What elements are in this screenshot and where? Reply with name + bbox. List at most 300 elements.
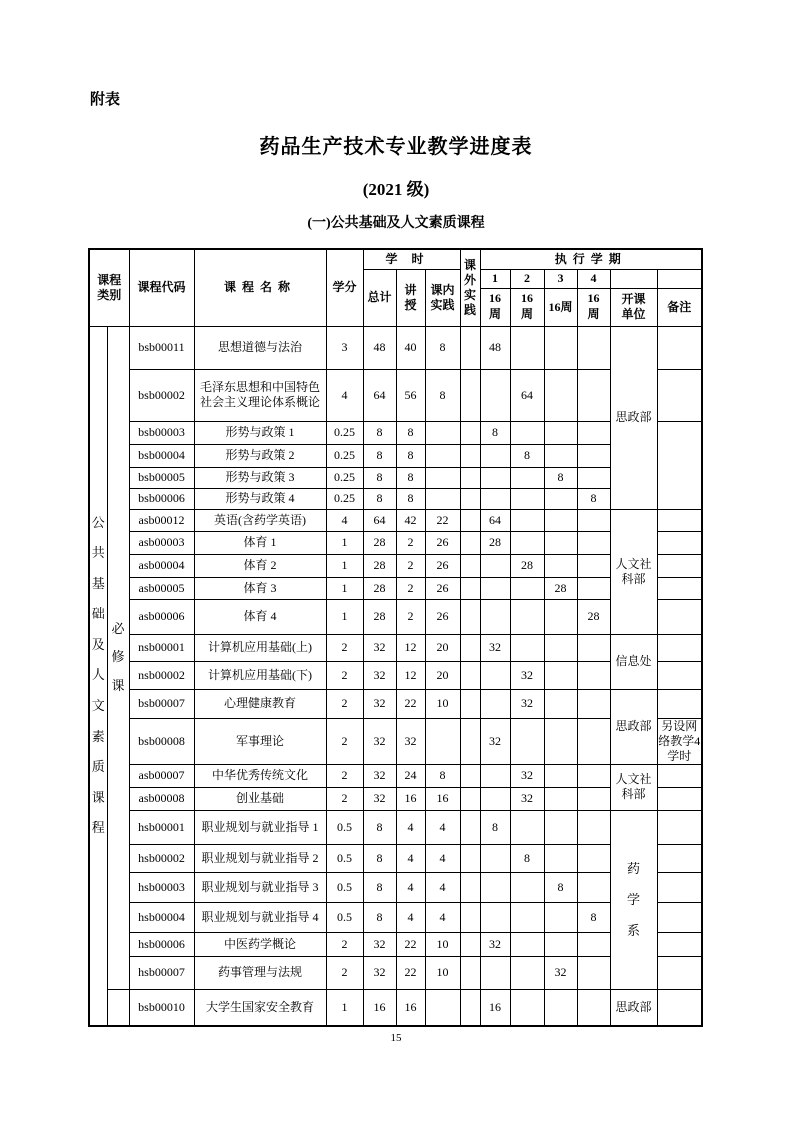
header-hours-inclass-label: 课内实践 <box>430 282 455 312</box>
header-semester-3: 3 <box>544 269 577 288</box>
header-course-category-label: 课程类别 <box>97 272 122 302</box>
cell-unit: 人文社科部 <box>610 764 657 810</box>
cell-sem2 <box>510 326 544 369</box>
cell-sem1 <box>480 444 510 467</box>
header-extracurricular-label: 课外实践 <box>463 257 476 317</box>
cell-sem2: 64 <box>510 369 544 421</box>
cell-sem1: 64 <box>480 509 510 531</box>
cell-sem2 <box>510 989 544 1026</box>
cell-hours-extra <box>460 989 480 1026</box>
cell-credits: 0.25 <box>326 421 363 444</box>
cell-hours-total: 32 <box>363 764 396 787</box>
cell-course-type <box>107 326 129 989</box>
cell-course-code: asb00006 <box>129 599 194 634</box>
cell-remark <box>657 764 702 787</box>
cell-sem1 <box>480 554 510 577</box>
cell-sem3 <box>544 810 577 844</box>
cell-credits: 1 <box>326 531 363 554</box>
cell-sem4 <box>577 810 610 844</box>
header-weeks-1-label: 16周 <box>488 291 501 321</box>
cell-remark <box>657 810 702 844</box>
cell-course-name: 体育 4 <box>194 599 326 634</box>
cell-sem2 <box>510 599 544 634</box>
cell-hours-total: 28 <box>363 599 396 634</box>
cell-hours-total: 32 <box>363 634 396 661</box>
cell-course-code: nsb00002 <box>129 661 194 689</box>
cell-remark <box>657 872 702 902</box>
table-row <box>89 634 702 661</box>
cell-course-code: nsb00001 <box>129 634 194 661</box>
cell-sem4 <box>577 634 610 661</box>
cell-course-code: bsb00005 <box>129 467 194 488</box>
cell-sem3 <box>544 531 577 554</box>
cell-hours-extra <box>460 599 480 634</box>
cell-hours-total: 8 <box>363 810 396 844</box>
header-semesters: 执行学期 <box>480 249 702 269</box>
cell-hours-lecture: 2 <box>396 531 425 554</box>
cell-course-code: bsb00003 <box>129 421 194 444</box>
cell-remark <box>657 369 702 421</box>
cell-credits: 2 <box>326 634 363 661</box>
cell-sem3 <box>544 369 577 421</box>
cell-hours-inclass <box>425 421 460 444</box>
cell-credits: 0.25 <box>326 444 363 467</box>
cell-sem4 <box>577 661 610 689</box>
cell-sem3 <box>544 689 577 718</box>
cell-remark <box>657 326 702 369</box>
cell-hours-inclass: 26 <box>425 531 460 554</box>
cell-hours-inclass: 20 <box>425 661 460 689</box>
cell-credits: 1 <box>326 989 363 1026</box>
cell-sem4 <box>577 531 610 554</box>
cell-sem1 <box>480 577 510 599</box>
cell-sem1 <box>480 764 510 787</box>
cell-sem2: 28 <box>510 554 544 577</box>
cell-hours-lecture: 2 <box>396 554 425 577</box>
cell-course-code: hsb00003 <box>129 872 194 902</box>
cell-sem4 <box>577 369 610 421</box>
cell-hours-inclass: 22 <box>425 509 460 531</box>
cell-course-name: 形势与政策 4 <box>194 488 326 509</box>
cell-hours-extra <box>460 467 480 488</box>
cell-sem3 <box>544 932 577 956</box>
cell-course-code: asb00012 <box>129 509 194 531</box>
cell-credits: 0.5 <box>326 810 363 844</box>
cell-hours-lecture: 4 <box>396 902 425 932</box>
cell-credits: 0.5 <box>326 844 363 872</box>
cell-hours-inclass <box>425 488 460 509</box>
category-vertical-label: 公共基础及人文素质课程 <box>91 514 105 836</box>
cell-course-name: 中华优秀传统文化 <box>194 764 326 787</box>
cell-hours-total: 16 <box>363 989 396 1026</box>
cell-sem2: 8 <box>510 844 544 872</box>
cell-hours-lecture: 22 <box>396 932 425 956</box>
cell-hours-total: 8 <box>363 467 396 488</box>
cell-sem3 <box>544 844 577 872</box>
cell-credits: 0.5 <box>326 902 363 932</box>
cell-remark <box>657 902 702 932</box>
cell-sem2 <box>510 902 544 932</box>
cell-hours-extra <box>460 326 480 369</box>
cell-sem1 <box>480 872 510 902</box>
section-heading: (一)公共基础及人文素质课程 <box>307 216 485 231</box>
cell-sem2 <box>510 718 544 764</box>
cell-course-code: asb00004 <box>129 554 194 577</box>
cell-sem2 <box>510 956 544 989</box>
header-semester-blank-1 <box>610 269 657 288</box>
grade-subtitle: (2021 级) <box>362 180 430 199</box>
cell-remark <box>657 932 702 956</box>
cell-sem3 <box>544 634 577 661</box>
cell-sem1: 8 <box>480 421 510 444</box>
cell-hours-total: 32 <box>363 661 396 689</box>
cell-hours-extra <box>460 787 480 810</box>
cell-sem4: 28 <box>577 599 610 634</box>
header-weeks-4-label: 16周 <box>587 291 600 321</box>
cell-sem4 <box>577 764 610 787</box>
header-semester-1: 1 <box>480 269 510 288</box>
cell-hours-extra <box>460 844 480 872</box>
cell-hours-inclass <box>425 718 460 764</box>
cell-hours-inclass: 4 <box>425 902 460 932</box>
cell-credits: 0.25 <box>326 488 363 509</box>
cell-hours-total: 32 <box>363 932 396 956</box>
cell-hours-total: 64 <box>363 369 396 421</box>
header-course-name: 课程名称 <box>194 249 326 326</box>
cell-sem2 <box>510 467 544 488</box>
unit-vertical-label: 药学系 <box>626 860 640 939</box>
cell-sem2 <box>510 872 544 902</box>
cell-sem4 <box>577 444 610 467</box>
cell-hours-lecture: 8 <box>396 421 425 444</box>
cell-hours-extra <box>460 872 480 902</box>
cell-credits: 0.5 <box>326 872 363 902</box>
header-hours: 学时 <box>363 249 460 269</box>
cell-hours-extra <box>460 421 480 444</box>
cell-hours-inclass: 4 <box>425 872 460 902</box>
cell-remark: 另设网络教学4 学时 <box>658 718 701 763</box>
cell-credits: 4 <box>326 369 363 421</box>
cell-sem3: 32 <box>544 956 577 989</box>
header-credits: 学分 <box>326 249 363 326</box>
cell-hours-lecture: 32 <box>396 718 425 764</box>
cell-hours-inclass: 20 <box>425 634 460 661</box>
cell-sem4 <box>577 718 610 764</box>
cell-hours-total: 64 <box>363 509 396 531</box>
header-semester-blank-2 <box>657 269 702 288</box>
cell-sem3 <box>544 661 577 689</box>
cell-course-name: 体育 2 <box>194 554 326 577</box>
cell-hours-inclass <box>425 467 460 488</box>
cell-course-name: 职业规划与就业指导 4 <box>194 902 326 932</box>
cell-sem2 <box>510 531 544 554</box>
cell-hours-inclass: 8 <box>425 369 460 421</box>
cell-hours-total: 32 <box>363 787 396 810</box>
cell-sem4 <box>577 326 610 369</box>
cell-course-code: bsb00010 <box>129 989 194 1026</box>
cell-sem1 <box>480 689 510 718</box>
cell-hours-total: 32 <box>363 689 396 718</box>
cell-sem3 <box>544 326 577 369</box>
cell-hours-lecture: 4 <box>396 810 425 844</box>
course-type-vertical-label: 必修课 <box>111 620 125 693</box>
cell-hours-extra <box>460 531 480 554</box>
cell-sem1 <box>480 844 510 872</box>
cell-course-name: 形势与政策 1 <box>194 421 326 444</box>
cell-sem1 <box>480 787 510 810</box>
header-course-category <box>89 249 129 326</box>
cell-sem1: 28 <box>480 531 510 554</box>
cell-sem1: 8 <box>480 810 510 844</box>
cell-sem2 <box>510 488 544 509</box>
cell-sem3 <box>544 787 577 810</box>
cell-hours-extra <box>460 509 480 531</box>
cell-sem2 <box>510 421 544 444</box>
header-weeks-3: 16周 <box>544 288 577 326</box>
cell-credits: 2 <box>326 764 363 787</box>
cell-sem1 <box>480 956 510 989</box>
cell-sem2: 32 <box>510 661 544 689</box>
cell-hours-total: 8 <box>363 872 396 902</box>
cell-hours-total: 8 <box>363 844 396 872</box>
cell-hours-extra <box>460 554 480 577</box>
table-row <box>89 810 702 844</box>
cell-hours-lecture: 4 <box>396 844 425 872</box>
cell-hours-lecture: 56 <box>396 369 425 421</box>
cell-credits: 2 <box>326 718 363 764</box>
cell-unit: 人文社科部 <box>610 509 657 634</box>
header-hours-total: 总计 <box>363 269 396 326</box>
cell-sem2: 32 <box>510 787 544 810</box>
cell-hours-inclass: 26 <box>425 599 460 634</box>
header-extracurricular <box>460 249 480 326</box>
cell-course-name: 职业规划与就业指导 2 <box>194 844 326 872</box>
cell-course-code: hsb00004 <box>129 902 194 932</box>
cell-sem1 <box>480 467 510 488</box>
cell-sem3 <box>544 989 577 1026</box>
cell-hours-extra <box>460 369 480 421</box>
cell-remark <box>657 787 702 810</box>
cell-sem3 <box>544 488 577 509</box>
header-weeks-1 <box>480 288 510 326</box>
cell-sem4: 8 <box>577 902 610 932</box>
cell-course-name: 心理健康教育 <box>194 689 326 718</box>
cell-hours-inclass: 16 <box>425 787 460 810</box>
cell-remark <box>657 531 702 554</box>
cell-course-code: asb00005 <box>129 577 194 599</box>
cell-course-code: hsb00001 <box>129 810 194 844</box>
cell-sem4 <box>577 844 610 872</box>
cell-hours-total: 8 <box>363 488 396 509</box>
cell-hours-inclass: 26 <box>425 554 460 577</box>
cell-course-code: asb00007 <box>129 764 194 787</box>
cell-remark <box>657 421 702 509</box>
cell-hours-extra <box>460 689 480 718</box>
cell-hours-lecture: 42 <box>396 509 425 531</box>
cell-remark <box>657 634 702 661</box>
cell-hours-lecture: 12 <box>396 634 425 661</box>
cell-category <box>89 326 107 1026</box>
cell-course-code: bsb00002 <box>129 369 194 421</box>
cell-credits: 2 <box>326 689 363 718</box>
cell-sem2: 8 <box>510 444 544 467</box>
cell-sem4 <box>577 554 610 577</box>
cell-remark <box>657 689 702 718</box>
header-remark: 备注 <box>657 288 702 326</box>
cell-hours-lecture: 2 <box>396 577 425 599</box>
cell-credits: 2 <box>326 956 363 989</box>
cell-hours-lecture: 24 <box>396 764 425 787</box>
cell-sem3: 8 <box>544 467 577 488</box>
cell-course-name: 英语(含药学英语) <box>194 509 326 531</box>
cell-sem1 <box>480 488 510 509</box>
cell-sem1 <box>480 661 510 689</box>
cell-sem4 <box>577 956 610 989</box>
cell-hours-inclass <box>425 444 460 467</box>
cell-hours-extra <box>460 577 480 599</box>
cell-sem4 <box>577 577 610 599</box>
cell-hours-extra <box>460 634 480 661</box>
header-unit-label: 开课单位 <box>621 292 646 321</box>
cell-hours-inclass: 10 <box>425 932 460 956</box>
cell-sem4 <box>577 787 610 810</box>
cell-hours-lecture: 8 <box>396 444 425 467</box>
cell-credits: 1 <box>326 577 363 599</box>
cell-sem2: 32 <box>510 764 544 787</box>
cell-unit <box>610 810 657 989</box>
cell-hours-total: 28 <box>363 554 396 577</box>
cell-course-name: 创业基础 <box>194 787 326 810</box>
cell-course-name: 毛泽东思想和中国特色社会主义理论体系概论 <box>194 369 326 421</box>
cell-course-name: 形势与政策 3 <box>194 467 326 488</box>
cell-unit: 思政部 <box>610 989 657 1026</box>
cell-sem3 <box>544 554 577 577</box>
cell-hours-extra <box>460 764 480 787</box>
cell-credits: 2 <box>326 661 363 689</box>
cell-sem2 <box>510 509 544 531</box>
cell-sem3 <box>544 509 577 531</box>
cell-course-type-empty <box>107 989 129 1026</box>
cell-hours-total: 28 <box>363 531 396 554</box>
cell-hours-inclass: 8 <box>425 764 460 787</box>
table-row <box>89 989 702 1026</box>
cell-credits: 0.25 <box>326 467 363 488</box>
cell-course-name: 体育 1 <box>194 531 326 554</box>
cell-course-name: 军事理论 <box>194 718 326 764</box>
cell-hours-inclass: 10 <box>425 689 460 718</box>
cell-course-code: asb00003 <box>129 531 194 554</box>
cell-credits: 1 <box>326 554 363 577</box>
cell-hours-extra <box>460 488 480 509</box>
table-row <box>89 764 702 787</box>
cell-hours-lecture: 22 <box>396 689 425 718</box>
cell-sem2 <box>510 577 544 599</box>
cell-sem4: 8 <box>577 488 610 509</box>
cell-sem4 <box>577 689 610 718</box>
cell-sem3: 28 <box>544 577 577 599</box>
cell-unit: 思政部 <box>610 326 657 509</box>
cell-course-code: bsb00011 <box>129 326 194 369</box>
cell-hours-inclass: 4 <box>425 810 460 844</box>
cell-hours-lecture: 8 <box>396 488 425 509</box>
cell-course-name: 职业规划与就业指导 1 <box>194 810 326 844</box>
cell-sem1: 16 <box>480 989 510 1026</box>
cell-credits: 2 <box>326 932 363 956</box>
cell-sem2 <box>510 932 544 956</box>
cell-credits: 4 <box>326 509 363 531</box>
cell-remark <box>657 577 702 599</box>
cell-sem4 <box>577 421 610 444</box>
cell-course-code: hsb00006 <box>129 932 194 956</box>
cell-hours-total: 8 <box>363 902 396 932</box>
cell-hours-lecture: 16 <box>396 989 425 1026</box>
cell-hours-total: 32 <box>363 956 396 989</box>
cell-sem2 <box>510 634 544 661</box>
cell-course-name: 计算机应用基础(上) <box>194 634 326 661</box>
cell-course-code: hsb00002 <box>129 844 194 872</box>
cell-hours-lecture: 22 <box>396 956 425 989</box>
cell-sem3 <box>544 764 577 787</box>
header-weeks-2 <box>510 288 544 326</box>
table-row <box>89 689 702 718</box>
cell-sem3 <box>544 902 577 932</box>
cell-sem3 <box>544 599 577 634</box>
cell-hours-extra <box>460 718 480 764</box>
header-semester-4: 4 <box>577 269 610 288</box>
cell-course-code: hsb00007 <box>129 956 194 989</box>
cell-hours-lecture: 16 <box>396 787 425 810</box>
cell-course-code: bsb00008 <box>129 718 194 764</box>
cell-hours-inclass: 4 <box>425 844 460 872</box>
cell-sem4 <box>577 872 610 902</box>
cell-remark <box>657 989 702 1026</box>
attachment-tag: 附表 <box>90 92 121 108</box>
cell-hours-lecture: 4 <box>396 872 425 902</box>
cell-course-code: bsb00006 <box>129 488 194 509</box>
cell-hours-lecture: 40 <box>396 326 425 369</box>
cell-course-name: 职业规划与就业指导 3 <box>194 872 326 902</box>
cell-unit: 思政部 <box>610 689 657 764</box>
cell-hours-extra <box>460 902 480 932</box>
cell-hours-total: 48 <box>363 326 396 369</box>
cell-sem1: 32 <box>480 718 510 764</box>
cell-hours-lecture: 8 <box>396 467 425 488</box>
cell-sem3 <box>544 718 577 764</box>
cell-sem4 <box>577 467 610 488</box>
cell-credits: 2 <box>326 787 363 810</box>
cell-sem1: 32 <box>480 932 510 956</box>
header-semester-2: 2 <box>510 269 544 288</box>
cell-hours-inclass: 10 <box>425 956 460 989</box>
cell-sem1 <box>480 599 510 634</box>
header-hours-inclass <box>425 269 460 326</box>
course-schedule-table <box>88 248 703 1027</box>
cell-course-name: 形势与政策 2 <box>194 444 326 467</box>
cell-remark <box>657 599 702 634</box>
cell-hours-lecture: 12 <box>396 661 425 689</box>
cell-course-code: bsb00007 <box>129 689 194 718</box>
cell-remark <box>657 661 702 689</box>
cell-sem4 <box>577 509 610 531</box>
header-unit <box>610 288 657 326</box>
cell-hours-extra <box>460 810 480 844</box>
cell-credits: 3 <box>326 326 363 369</box>
cell-sem3 <box>544 444 577 467</box>
cell-remark <box>657 844 702 872</box>
cell-hours-total: 8 <box>363 421 396 444</box>
cell-hours-inclass: 26 <box>425 577 460 599</box>
cell-credits: 1 <box>326 599 363 634</box>
